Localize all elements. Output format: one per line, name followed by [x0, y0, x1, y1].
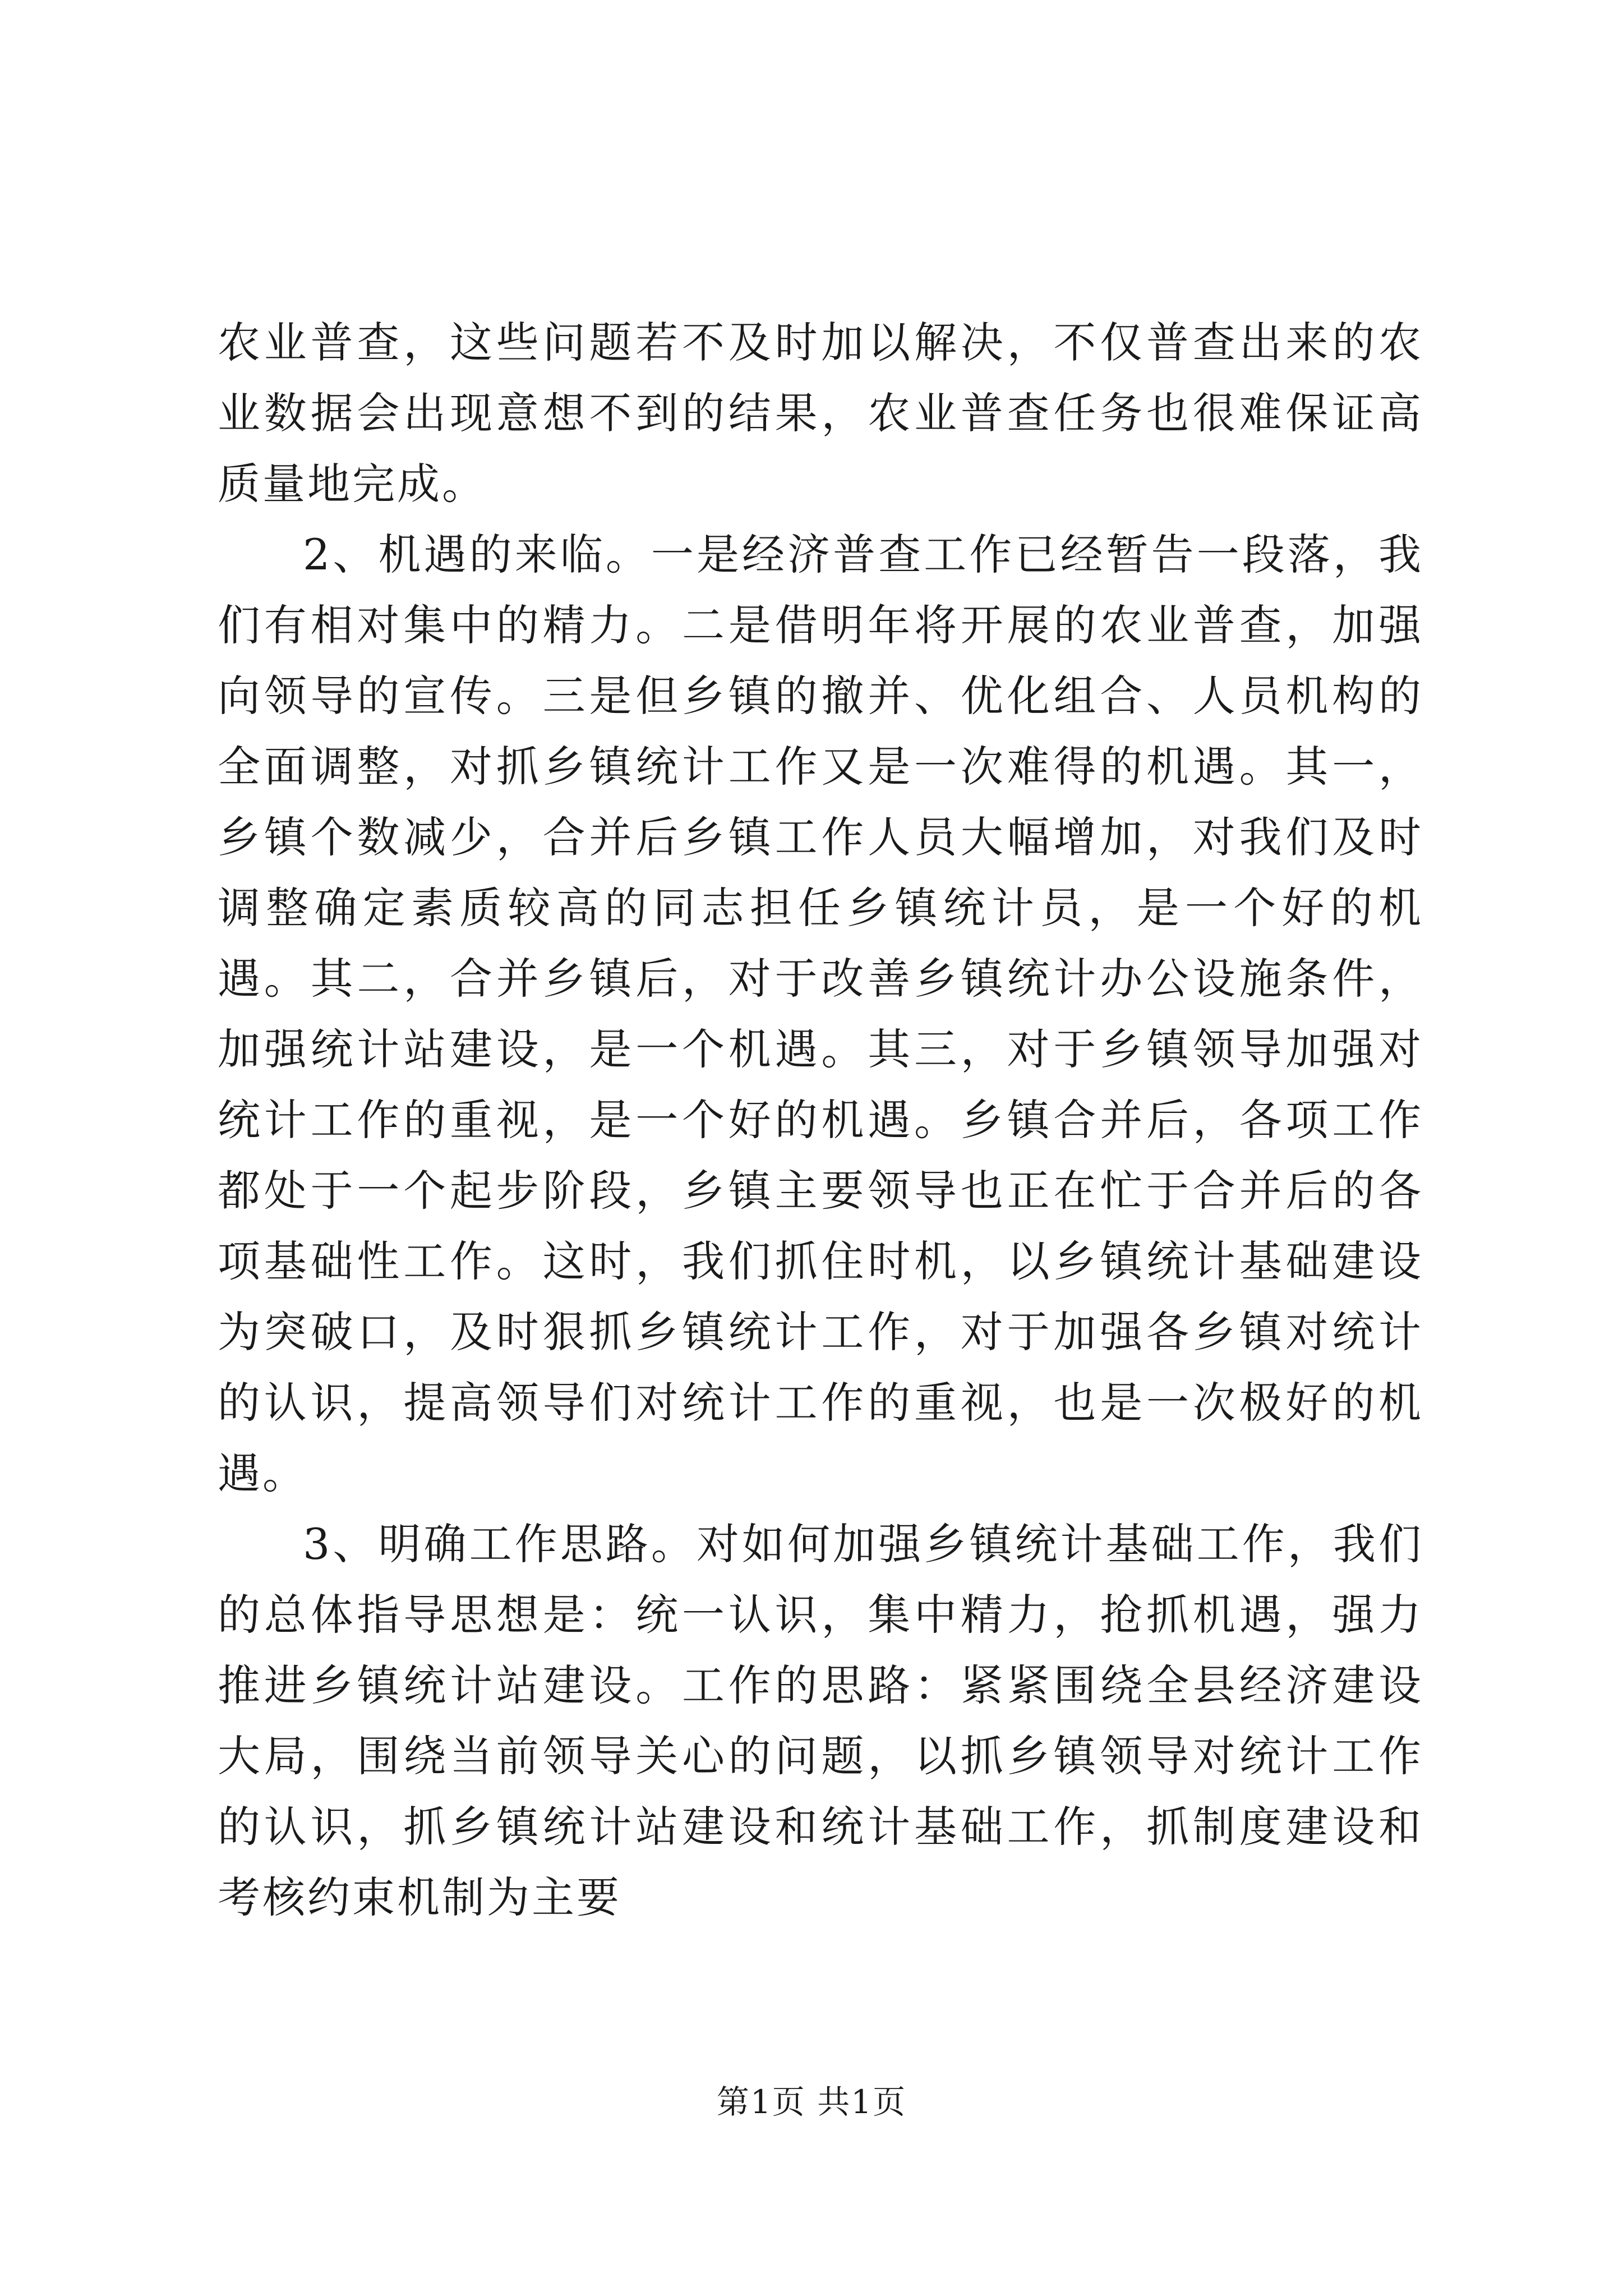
- page-footer: 第1页 共1页: [716, 2083, 907, 2121]
- paragraph-opportunity: 2、机遇的来临。一是经济普查工作已经暂告一段落，我们有相对集中的精力。二是借明年将开展的农业普查，加强向领导的宣传。三是但乡镇的撤并、优化组合、人员机构的全面调整，对抓乡镇统计工作又是一次难得的机遇。其一，乡镇个数减少，合并后乡镇工作人员大幅增加，对我们及时调整确定素质较高的同志担任乡镇统计员，是一个好的机遇。其二，合并乡镇后，对于改善乡镇统计办公设施条件，加强统计站建设，是一个机遇。其三，对于乡镇领导加强对统计工作的重视，是一个好的机遇。乡镇合并后，各项工作都处于一个起步阶段，乡镇主要领导也正在忙于合并后的各项基础性工作。这时，我们抓住时机，以乡镇统计基础建设为突破口，及时狠抓乡镇统计工作，对于加强各乡镇对统计的认识，提高领导们对统计工作的重视，也是一次极好的机遇。: [218, 530, 1423, 1498]
- paragraph-continuation: 农业普查，这些问题若不及时加以解决，不仅普查出来的农业数据会出现意想不到的结果，农业普查任务也很难保证高质量地完成。: [218, 318, 1423, 509]
- paragraph-work-approach: 3、明确工作思路。对如何加强乡镇统计基础工作，我们的总体指导思想是：统一认识，集中精力，抢抓机遇，强力推进乡镇统计站建设。工作的思路：紧紧围绕全县经济建设大局，围绕当前领导关心的问题，以抓乡镇领导对统计工作的认识，抓乡镇统计站建设和统计基础工作，抓制度建设和考核约束机制为主要: [218, 1519, 1423, 1922]
- document-body: [218, 307, 1423, 1933]
